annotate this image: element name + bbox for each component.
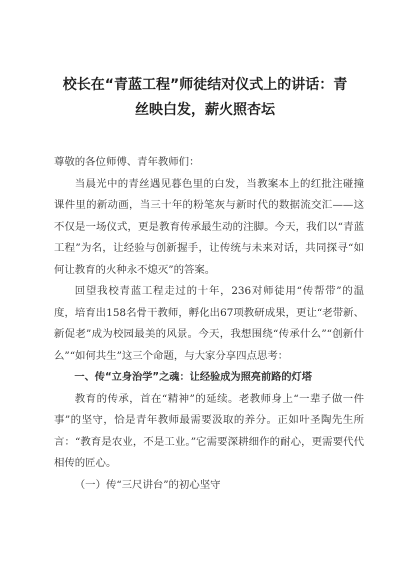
paragraph-intro: 当晨光中的青丝遇见暮色里的白发，当教案本上的红批注碰撞课件里的新动画，当三十年的粉笔灰与新时代的数据流交汇——这不仅是一场仪式，更是教育传承最生动的注脚。今天，我们以“青蓝工程”为名，让经验与创新握手，让传统与未来对话，共同探寻“如何让教育的火种永不熄灭”的答案。 bbox=[54, 177, 364, 276]
section-heading-1: 一、传“立身治学”之魂：让经验成为照亮前路的灯塔 bbox=[74, 372, 312, 383]
salutation: 尊敬的各位师傅、青年教师们： bbox=[54, 156, 200, 168]
subsection-heading-1: （一）传“三尺讲台”的初心坚守 bbox=[74, 478, 221, 491]
paragraph-section-1: 教育的传承，首在“精神”的延续。老教师身上“一辈子做一件事”的坚守，恰是青年教师最需要汲取的养分。正如叶圣陶先生所言：“教育是农业，不是工业。”它需要深耕细作的耐心，更需要代代相传的匠心。 bbox=[54, 392, 364, 469]
title-line-2: 丝映白发，薪火照杏坛 bbox=[135, 102, 275, 118]
title-line-1: 校长在“青蓝工程”师徒结对仪式上的讲话：青 bbox=[62, 77, 348, 93]
document-body bbox=[54, 152, 364, 496]
paragraph-review: 回望我校青蓝工程走过的十年，236对师徒用“传帮带”的温度，培育出158名骨干教师，孵化出67项教研成果，更让“老带新、新促老”成为校园最美的风景。今天，我想围绕“传承什么”“创新什么”“如何共生”这三个命题，与大家分享四点思考： bbox=[54, 285, 364, 362]
document-title bbox=[40, 73, 370, 123]
